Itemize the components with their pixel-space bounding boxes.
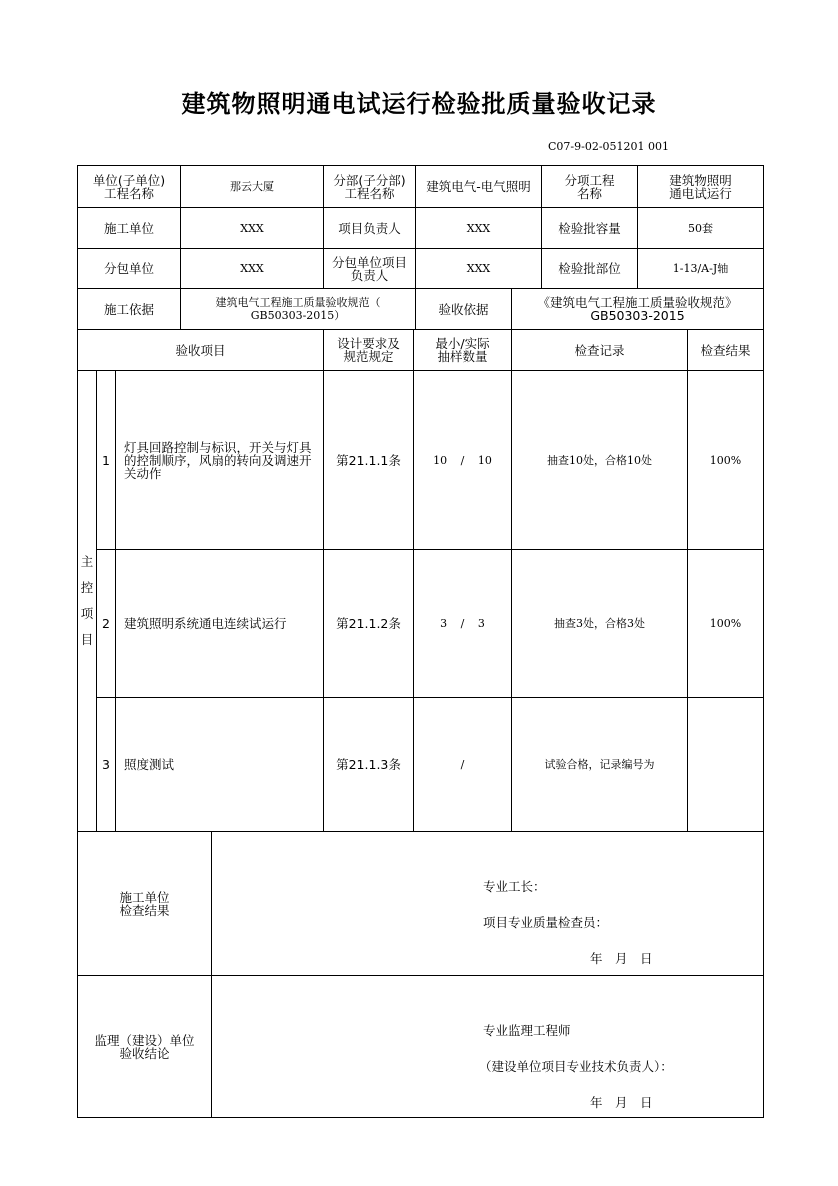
- subitem-label: 分项工程 名称: [564, 172, 615, 201]
- column-item: 验收项目: [175, 342, 226, 358]
- sub-pm-label: 分包单位项目 负责人: [331, 254, 407, 283]
- unit-value: 那云大厦: [230, 180, 274, 193]
- contractor-check-label: 施工单位 检查结果: [119, 889, 170, 918]
- form-code: C07-9-02-051201 001: [548, 140, 670, 153]
- item-number: 2: [102, 616, 110, 631]
- item-clause: 第21.1.1条: [336, 452, 401, 468]
- capacity-value: 50套: [688, 221, 713, 235]
- subcontractor-label: 分包单位: [103, 261, 154, 276]
- supervisor-engineer-label: 专业监理工程师: [483, 1023, 571, 1038]
- location-label: 检验批部位: [558, 261, 621, 276]
- item-record: 抽查3处，合格3处: [554, 617, 645, 630]
- column-sample: 最小/实际 抽样数量: [435, 336, 490, 364]
- basis-label: 施工依据: [103, 301, 154, 317]
- item-result: 100%: [709, 453, 742, 467]
- foreman-signature-label: 专业工长：: [483, 879, 546, 894]
- contractor-label: 施工单位: [103, 220, 154, 236]
- item-sample: 3 / 3: [440, 617, 485, 630]
- item-description: 灯具回路控制与标识，开关与灯具的控制顺序，风扇的转向及调速开关动作: [124, 439, 312, 481]
- division-value: 建筑电气-电气照明: [426, 179, 531, 194]
- capacity-label: 检验批容量: [558, 220, 621, 236]
- column-result: 检查结果: [700, 342, 751, 358]
- pm-label: 项目负责人: [338, 220, 401, 236]
- subcontractor-value: XXX: [240, 262, 264, 275]
- owner-rep-label: （建设单位项目专业技术负责人）：: [479, 1059, 673, 1074]
- column-record: 检查记录: [574, 342, 625, 358]
- main-control-label: 主 控 项 目: [80, 554, 94, 647]
- item-clause: 第21.1.2条: [336, 616, 401, 631]
- page-title: 建筑物照明通电试运行检验批质量验收记录: [181, 90, 657, 118]
- item-result: [688, 698, 763, 831]
- location-value: 1-13/A-J轴: [672, 262, 729, 275]
- item-sample: /: [460, 758, 465, 771]
- item-description: 建筑照明系统通电连续试运行: [124, 616, 287, 631]
- acceptance-basis-label: 验收依据: [438, 301, 489, 317]
- item-number: 1: [102, 452, 110, 468]
- contractor-date: 年 月 日: [590, 951, 653, 966]
- column-design: 设计要求及 规范规定: [337, 336, 400, 364]
- sub-pm-value: XXX: [466, 262, 491, 275]
- pm-value: XXX: [466, 221, 491, 235]
- acceptance-basis-value: 《建筑电气工程施工质量验收规范》 GB50303-2015: [537, 295, 738, 323]
- item-record: 试验合格，记录编号为: [544, 758, 655, 771]
- supervisor-check-label: 监理（建设）单位 验收结论: [94, 1032, 195, 1061]
- item-number: 3: [102, 757, 110, 772]
- unit-label: 单位(子单位) 工程名称: [92, 172, 166, 201]
- inspector-signature-label: 项目专业质量检查员：: [483, 915, 609, 930]
- item-result: 100%: [709, 617, 742, 630]
- item-sample: 10 / 10: [433, 453, 492, 467]
- basis-value: 建筑电气工程施工质量验收规范（ GB50303-2015）: [215, 296, 381, 322]
- subitem-value: 建筑物照明 通电试运行: [669, 172, 732, 201]
- division-label: 分部(子分部) 工程名称: [333, 172, 406, 201]
- item-record: 抽查10处，合格10处: [547, 453, 652, 467]
- item-clause: 第21.1.3条: [336, 757, 401, 772]
- contractor-value: XXX: [240, 221, 264, 235]
- item-description: 照度测试: [124, 757, 175, 772]
- supervisor-date: 年 月 日: [590, 1095, 653, 1110]
